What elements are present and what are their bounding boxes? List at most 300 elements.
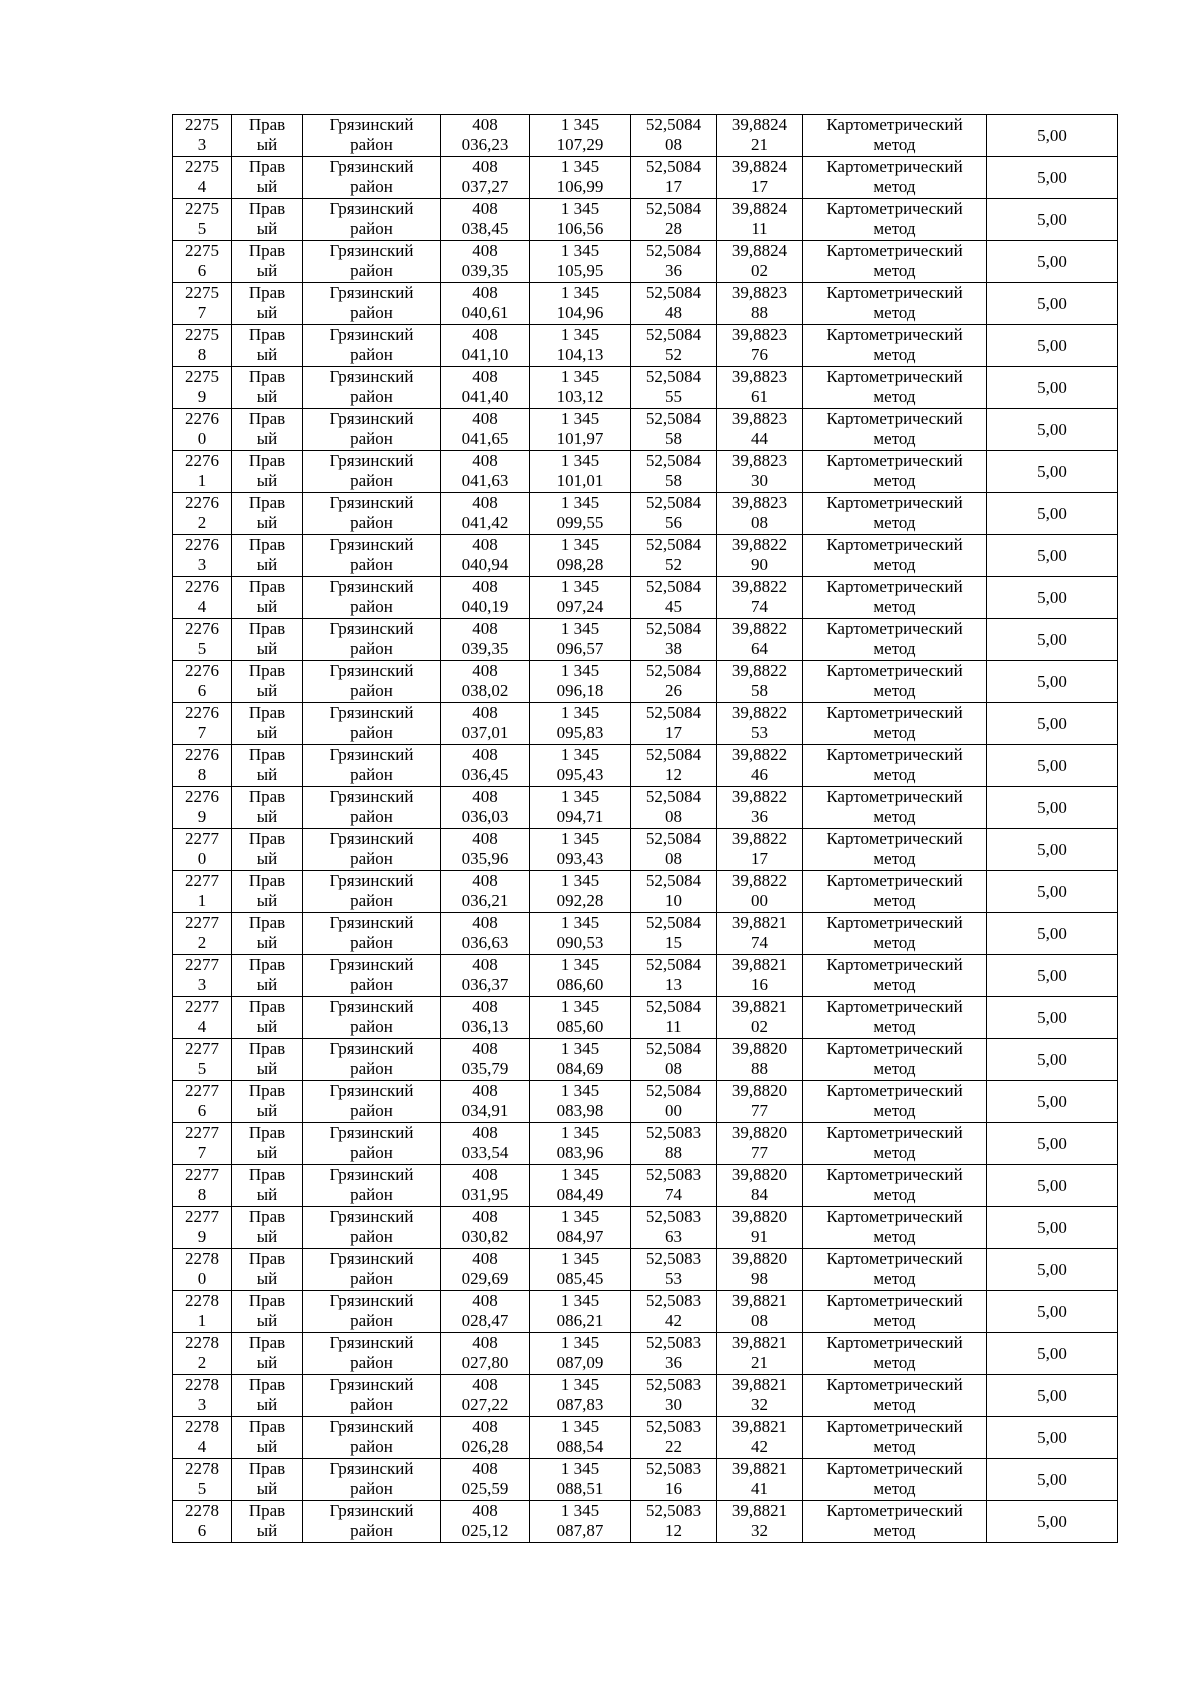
x-coordinate-line-1: 408	[472, 745, 498, 764]
method-line-2: метод	[873, 555, 916, 574]
y-coordinate-line-2: 088,54	[556, 1437, 604, 1456]
district-line-1: Грязинский	[329, 1039, 414, 1058]
latitude-line-2: 38	[665, 639, 682, 658]
table-row	[173, 871, 1118, 913]
y-coordinate-line-1: 1 345	[560, 745, 600, 764]
y-coordinate-line-2: 084,97	[556, 1227, 604, 1246]
longitude-line-1: 39,8821	[731, 1291, 788, 1310]
accuracy-value: 5,00	[1037, 377, 1067, 397]
point-number-line-2: 1	[197, 891, 207, 910]
district-line-2: район	[350, 933, 393, 952]
y-coordinate-cell	[530, 703, 631, 745]
y-coordinate-line-2: 104,13	[556, 345, 604, 364]
y-coordinate-line-1: 1 345	[560, 619, 600, 638]
method-line-1: Картометрический	[826, 619, 963, 638]
x-coordinate-line-1: 408	[472, 787, 498, 806]
district-line-1: Грязинский	[329, 157, 414, 176]
side-line-1: Прав	[248, 745, 286, 764]
accuracy-value: 5,00	[1037, 251, 1067, 271]
y-coordinate-line-1: 1 345	[560, 1165, 600, 1184]
x-coordinate-cell	[441, 955, 530, 997]
accuracy-cell	[987, 955, 1118, 997]
longitude-cell	[717, 115, 803, 157]
y-coordinate-cell	[530, 1039, 631, 1081]
district-line-1: Грязинский	[329, 325, 414, 344]
district-line-1: Грязинский	[329, 1081, 414, 1100]
latitude-cell	[631, 367, 717, 409]
longitude-cell	[717, 619, 803, 661]
district-line-2: район	[350, 1353, 393, 1372]
method-cell	[803, 787, 987, 829]
latitude-line-2: 26	[665, 681, 682, 700]
longitude-cell	[717, 913, 803, 955]
x-coordinate-line-2: 026,28	[461, 1437, 509, 1456]
district-line-2: район	[350, 1017, 393, 1036]
district-cell	[303, 703, 441, 745]
side-line-1: Прав	[248, 1207, 286, 1226]
latitude-cell	[631, 115, 717, 157]
point-number-cell	[173, 367, 232, 409]
longitude-line-2: 53	[751, 723, 768, 742]
longitude-line-1: 39,8823	[731, 409, 788, 428]
table-row	[173, 535, 1118, 577]
side-line-2: ый	[256, 1521, 278, 1540]
latitude-cell	[631, 913, 717, 955]
point-number-line-2: 7	[197, 303, 207, 322]
y-coordinate-cell	[530, 745, 631, 787]
district-line-1: Грязинский	[329, 115, 414, 134]
x-coordinate-cell	[441, 241, 530, 283]
accuracy-value: 5,00	[1037, 419, 1067, 439]
table-row	[173, 577, 1118, 619]
longitude-cell	[717, 1123, 803, 1165]
district-line-1: Грязинский	[329, 619, 414, 638]
x-coordinate-line-2: 036,13	[461, 1017, 509, 1036]
point-number-cell	[173, 1165, 232, 1207]
y-coordinate-line-2: 090,53	[556, 933, 604, 952]
point-number-line-2: 3	[197, 555, 207, 574]
method-line-2: метод	[873, 135, 916, 154]
method-line-2: метод	[873, 1143, 916, 1162]
accuracy-cell	[987, 1459, 1118, 1501]
latitude-line-1: 52,5083	[645, 1123, 702, 1142]
district-cell	[303, 577, 441, 619]
longitude-cell	[717, 703, 803, 745]
side-cell	[232, 997, 303, 1039]
point-number-cell	[173, 115, 232, 157]
point-number-line-1: 2276	[185, 703, 219, 722]
point-number-cell	[173, 535, 232, 577]
side-line-1: Прав	[248, 1249, 286, 1268]
side-line-2: ый	[256, 1479, 278, 1498]
method-cell	[803, 955, 987, 997]
point-number-line-1: 2278	[185, 1459, 219, 1478]
latitude-line-1: 52,5084	[645, 745, 702, 764]
accuracy-value: 5,00	[1037, 1217, 1067, 1237]
longitude-line-2: 11	[751, 219, 768, 238]
accuracy-cell	[987, 745, 1118, 787]
longitude-line-2: 21	[751, 135, 768, 154]
accuracy-value: 5,00	[1037, 503, 1067, 523]
method-cell	[803, 283, 987, 325]
longitude-line-2: 41	[751, 1479, 768, 1498]
x-coordinate-line-2: 039,35	[461, 261, 509, 280]
method-line-2: метод	[873, 597, 916, 616]
point-number-line-1: 2277	[185, 871, 219, 890]
point-number-line-2: 5	[197, 1059, 207, 1078]
longitude-line-1: 39,8822	[731, 829, 788, 848]
side-line-2: ый	[256, 135, 278, 154]
accuracy-value: 5,00	[1037, 1301, 1067, 1321]
longitude-cell	[717, 1039, 803, 1081]
longitude-cell	[717, 493, 803, 535]
y-coordinate-line-1: 1 345	[560, 199, 600, 218]
y-coordinate-line-1: 1 345	[560, 577, 600, 596]
side-line-2: ый	[256, 891, 278, 910]
y-coordinate-line-2: 101,97	[556, 429, 604, 448]
point-number-line-1: 2277	[185, 1039, 219, 1058]
x-coordinate-cell	[441, 451, 530, 493]
point-number-line-1: 2276	[185, 787, 219, 806]
side-line-1: Прав	[248, 955, 286, 974]
table-row	[173, 1123, 1118, 1165]
latitude-line-2: 11	[665, 1017, 682, 1036]
x-coordinate-line-1: 408	[472, 1207, 498, 1226]
district-cell	[303, 1291, 441, 1333]
side-line-1: Прав	[248, 997, 286, 1016]
latitude-line-2: 52	[665, 555, 682, 574]
side-cell	[232, 409, 303, 451]
district-line-2: район	[350, 1269, 393, 1288]
side-line-1: Прав	[248, 787, 286, 806]
y-coordinate-line-1: 1 345	[560, 829, 600, 848]
point-number-line-1: 2278	[185, 1501, 219, 1520]
district-line-2: район	[350, 1521, 393, 1540]
table-body	[173, 115, 1118, 1543]
district-cell	[303, 1207, 441, 1249]
method-line-2: метод	[873, 513, 916, 532]
district-line-1: Грязинский	[329, 1333, 414, 1352]
y-coordinate-line-2: 083,98	[556, 1101, 604, 1120]
method-cell	[803, 199, 987, 241]
longitude-cell	[717, 955, 803, 997]
point-number-line-1: 2277	[185, 1123, 219, 1142]
district-line-1: Грязинский	[329, 283, 414, 302]
method-line-1: Картометрический	[826, 199, 963, 218]
district-cell	[303, 745, 441, 787]
district-line-1: Грязинский	[329, 913, 414, 932]
y-coordinate-line-2: 096,18	[556, 681, 604, 700]
longitude-line-1: 39,8821	[731, 1501, 788, 1520]
accuracy-value: 5,00	[1037, 965, 1067, 985]
longitude-cell	[717, 1165, 803, 1207]
method-cell	[803, 325, 987, 367]
longitude-cell	[717, 283, 803, 325]
method-line-2: метод	[873, 1437, 916, 1456]
point-number-cell	[173, 1207, 232, 1249]
point-number-line-2: 0	[197, 429, 207, 448]
latitude-line-1: 52,5084	[645, 577, 702, 596]
side-line-1: Прав	[248, 283, 286, 302]
latitude-line-2: 58	[665, 429, 682, 448]
latitude-cell	[631, 619, 717, 661]
method-cell	[803, 1249, 987, 1291]
point-number-line-1: 2278	[185, 1417, 219, 1436]
latitude-line-1: 52,5083	[645, 1333, 702, 1352]
accuracy-value: 5,00	[1037, 1343, 1067, 1363]
longitude-line-1: 39,8820	[731, 1207, 788, 1226]
y-coordinate-line-1: 1 345	[560, 1039, 600, 1058]
latitude-cell	[631, 409, 717, 451]
district-line-1: Грязинский	[329, 787, 414, 806]
side-cell	[232, 1333, 303, 1375]
method-line-1: Картометрический	[826, 703, 963, 722]
side-line-2: ый	[256, 975, 278, 994]
table-row	[173, 829, 1118, 871]
accuracy-value: 5,00	[1037, 1385, 1067, 1405]
district-cell	[303, 1165, 441, 1207]
method-cell	[803, 115, 987, 157]
longitude-line-1: 39,8823	[731, 283, 788, 302]
latitude-cell	[631, 1165, 717, 1207]
district-line-1: Грязинский	[329, 1375, 414, 1394]
district-cell	[303, 199, 441, 241]
side-line-2: ый	[256, 471, 278, 490]
latitude-line-1: 52,5083	[645, 1459, 702, 1478]
point-number-line-1: 2276	[185, 577, 219, 596]
point-number-line-2: 3	[197, 1395, 207, 1414]
point-number-cell	[173, 157, 232, 199]
method-line-1: Картометрический	[826, 997, 963, 1016]
point-number-line-2: 1	[197, 1311, 207, 1330]
side-cell	[232, 493, 303, 535]
accuracy-value: 5,00	[1037, 629, 1067, 649]
point-number-cell	[173, 1501, 232, 1543]
x-coordinate-line-1: 408	[472, 913, 498, 932]
y-coordinate-cell	[530, 115, 631, 157]
district-cell	[303, 1081, 441, 1123]
latitude-line-1: 52,5083	[645, 1417, 702, 1436]
district-line-2: район	[350, 1143, 393, 1162]
y-coordinate-cell	[530, 1207, 631, 1249]
district-cell	[303, 787, 441, 829]
latitude-line-2: 17	[665, 177, 682, 196]
method-cell	[803, 1207, 987, 1249]
point-number-line-2: 9	[197, 1227, 207, 1246]
x-coordinate-cell	[441, 577, 530, 619]
point-number-line-2: 6	[197, 1101, 207, 1120]
y-coordinate-line-2: 084,49	[556, 1185, 604, 1204]
method-cell	[803, 913, 987, 955]
latitude-cell	[631, 535, 717, 577]
point-number-line-2: 5	[197, 219, 207, 238]
point-number-line-1: 2275	[185, 325, 219, 344]
x-coordinate-cell	[441, 1417, 530, 1459]
y-coordinate-cell	[530, 1291, 631, 1333]
y-coordinate-line-1: 1 345	[560, 367, 600, 386]
point-number-cell	[173, 283, 232, 325]
point-number-cell	[173, 325, 232, 367]
y-coordinate-cell	[530, 535, 631, 577]
method-cell	[803, 745, 987, 787]
side-line-1: Прав	[248, 1501, 286, 1520]
side-line-2: ый	[256, 345, 278, 364]
accuracy-cell	[987, 1207, 1118, 1249]
district-line-1: Грязинский	[329, 871, 414, 890]
district-line-1: Грязинский	[329, 1501, 414, 1520]
district-line-2: район	[350, 1395, 393, 1414]
accuracy-cell	[987, 241, 1118, 283]
method-line-1: Картометрический	[826, 367, 963, 386]
side-cell	[232, 1459, 303, 1501]
accuracy-cell	[987, 1333, 1118, 1375]
longitude-line-2: 90	[751, 555, 768, 574]
accuracy-cell	[987, 1417, 1118, 1459]
method-line-1: Картометрический	[826, 871, 963, 890]
district-cell	[303, 1249, 441, 1291]
district-cell	[303, 283, 441, 325]
y-coordinate-line-2: 106,56	[556, 219, 604, 238]
method-cell	[803, 493, 987, 535]
x-coordinate-line-2: 036,21	[461, 891, 509, 910]
district-line-1: Грязинский	[329, 1207, 414, 1226]
longitude-line-2: 74	[751, 597, 768, 616]
side-cell	[232, 619, 303, 661]
method-line-1: Картометрический	[826, 1123, 963, 1142]
point-number-line-2: 6	[197, 681, 207, 700]
longitude-line-2: 44	[751, 429, 768, 448]
method-line-2: метод	[873, 807, 916, 826]
method-line-2: метод	[873, 723, 916, 742]
latitude-line-2: 10	[665, 891, 682, 910]
y-coordinate-line-2: 086,60	[556, 975, 604, 994]
accuracy-value: 5,00	[1037, 1007, 1067, 1027]
side-line-1: Прав	[248, 451, 286, 470]
longitude-cell	[717, 829, 803, 871]
latitude-line-1: 52,5084	[645, 283, 702, 302]
y-coordinate-cell	[530, 283, 631, 325]
accuracy-value: 5,00	[1037, 1259, 1067, 1279]
y-coordinate-line-2: 088,51	[556, 1479, 604, 1498]
side-line-2: ый	[256, 1143, 278, 1162]
longitude-cell	[717, 199, 803, 241]
latitude-line-2: 13	[665, 975, 682, 994]
district-cell	[303, 325, 441, 367]
x-coordinate-line-2: 040,19	[461, 597, 509, 616]
longitude-line-2: 61	[751, 387, 768, 406]
longitude-cell	[717, 577, 803, 619]
x-coordinate-cell	[441, 871, 530, 913]
x-coordinate-line-1: 408	[472, 283, 498, 302]
district-line-2: район	[350, 345, 393, 364]
latitude-cell	[631, 1417, 717, 1459]
method-line-2: метод	[873, 1479, 916, 1498]
table-row	[173, 283, 1118, 325]
x-coordinate-line-2: 031,95	[461, 1185, 509, 1204]
table-row	[173, 367, 1118, 409]
method-cell	[803, 1165, 987, 1207]
x-coordinate-line-2: 034,91	[461, 1101, 509, 1120]
accuracy-cell	[987, 1039, 1118, 1081]
side-cell	[232, 451, 303, 493]
accuracy-value: 5,00	[1037, 839, 1067, 859]
district-cell	[303, 955, 441, 997]
longitude-line-1: 39,8824	[731, 157, 788, 176]
district-line-1: Грязинский	[329, 829, 414, 848]
table-row	[173, 325, 1118, 367]
x-coordinate-cell	[441, 1207, 530, 1249]
x-coordinate-cell	[441, 619, 530, 661]
point-number-cell	[173, 997, 232, 1039]
accuracy-cell	[987, 451, 1118, 493]
side-line-2: ый	[256, 261, 278, 280]
method-cell	[803, 1291, 987, 1333]
longitude-line-1: 39,8822	[731, 577, 788, 596]
method-line-2: метод	[873, 1395, 916, 1414]
district-line-2: район	[350, 891, 393, 910]
longitude-line-1: 39,8821	[731, 1375, 788, 1394]
x-coordinate-cell	[441, 997, 530, 1039]
x-coordinate-line-2: 027,22	[461, 1395, 509, 1414]
longitude-cell	[717, 787, 803, 829]
longitude-line-2: 21	[751, 1353, 768, 1372]
district-cell	[303, 367, 441, 409]
table-row	[173, 913, 1118, 955]
x-coordinate-line-1: 408	[472, 1333, 498, 1352]
district-line-1: Грязинский	[329, 241, 414, 260]
accuracy-value: 5,00	[1037, 881, 1067, 901]
side-line-1: Прав	[248, 871, 286, 890]
longitude-line-1: 39,8822	[731, 619, 788, 638]
side-cell	[232, 955, 303, 997]
point-number-line-2: 8	[197, 1185, 207, 1204]
side-line-2: ый	[256, 555, 278, 574]
side-cell	[232, 241, 303, 283]
longitude-line-1: 39,8822	[731, 535, 788, 554]
longitude-cell	[717, 1249, 803, 1291]
district-line-2: район	[350, 681, 393, 700]
latitude-cell	[631, 283, 717, 325]
latitude-line-2: 45	[665, 597, 682, 616]
x-coordinate-line-1: 408	[472, 1165, 498, 1184]
latitude-line-1: 52,5083	[645, 1165, 702, 1184]
latitude-cell	[631, 199, 717, 241]
y-coordinate-line-1: 1 345	[560, 1375, 600, 1394]
x-coordinate-line-1: 408	[472, 1081, 498, 1100]
y-coordinate-line-2: 092,28	[556, 891, 604, 910]
method-line-1: Картометрический	[826, 241, 963, 260]
y-coordinate-line-2: 084,69	[556, 1059, 604, 1078]
point-number-line-1: 2275	[185, 241, 219, 260]
district-cell	[303, 1459, 441, 1501]
accuracy-value: 5,00	[1037, 797, 1067, 817]
method-line-2: метод	[873, 345, 916, 364]
y-coordinate-cell	[530, 157, 631, 199]
x-coordinate-line-1: 408	[472, 1249, 498, 1268]
side-line-2: ый	[256, 1059, 278, 1078]
y-coordinate-cell	[530, 997, 631, 1039]
y-coordinate-line-2: 095,43	[556, 765, 604, 784]
latitude-line-2: 36	[665, 1353, 682, 1372]
point-number-line-1: 2277	[185, 955, 219, 974]
x-coordinate-cell	[441, 1039, 530, 1081]
method-line-1: Картометрический	[826, 451, 963, 470]
x-coordinate-line-2: 025,12	[461, 1521, 509, 1540]
method-line-1: Картометрический	[826, 1333, 963, 1352]
latitude-cell	[631, 325, 717, 367]
point-number-cell	[173, 829, 232, 871]
point-number-line-1: 2276	[185, 409, 219, 428]
